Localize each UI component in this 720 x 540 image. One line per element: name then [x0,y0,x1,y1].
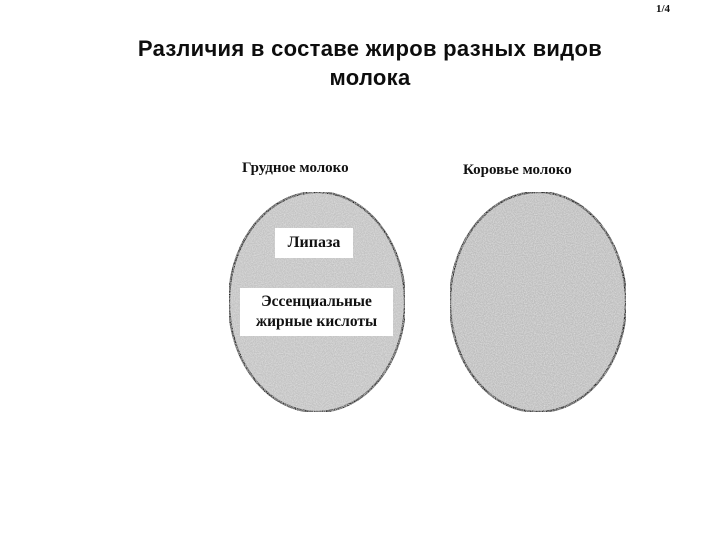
page-number: 1/4 [655,3,670,15]
essential-fatty-acids-label [240,288,393,336]
slide-title-line-1: Различия в составе жиров разных видов [137,36,603,61]
essential-fatty-acids-line-1: Эссенциальные [261,293,372,310]
cow-milk-oval [450,192,626,412]
lipase-label: Липаза [275,228,353,258]
slide-title-line-2: молока [329,65,411,90]
breast-milk-heading: Грудное молоко [242,160,349,176]
essential-fatty-acids-line-2: жирные кислоты [255,313,378,330]
cow-milk-heading: Коровье молоко [463,162,572,178]
